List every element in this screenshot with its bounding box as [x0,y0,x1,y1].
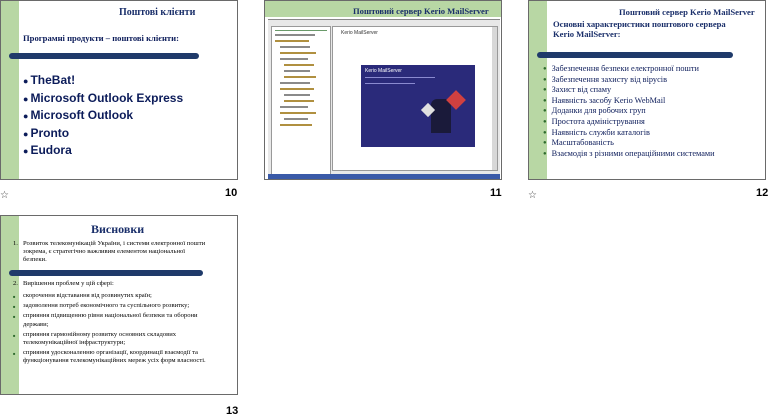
slide-number: 13 [226,405,239,417]
taskbar [268,174,500,179]
slide-accent-bar [1,1,19,179]
list-item: ● Взаємодія з різними операційними системами [543,149,715,160]
slide-number: 10 [225,187,238,199]
list-item-text: Вирішення проблем у цій сфері: [23,280,114,287]
embedded-screenshot [268,19,500,179]
scrollbar[interactable] [492,27,497,170]
list-item: ■ задоволення потреб економічного та суспільного розвитку; [13,302,223,310]
conclusion-point-2 [13,280,209,288]
list-item: ● Microsoft Outlook Express [23,90,183,108]
slide-thumbnail-13[interactable] [0,215,238,395]
slide-number: 11 [490,187,502,199]
list-item: ● Масштабованість [543,138,715,149]
conclusion-point-1 [13,240,209,265]
splash-title: Kerio MailServer [365,68,402,74]
slide-thumbnail-12[interactable] [528,0,766,180]
features-list [543,64,715,159]
list-item: ● Pronto [23,125,183,143]
slide-subtitle: Основні характеристики поштового сервера Kerio MailServer: [553,19,726,39]
slide-title: Поштові клієнти [119,7,196,18]
window-title: Kerio MailServer [341,30,378,36]
slide-transition-icon: ☆ [528,190,537,201]
slide-thumbnail-11[interactable] [264,0,502,180]
slide-subtitle: Програмні продукти – поштові клієнти: [23,33,179,43]
list-number: 2. [13,280,18,287]
list-item: ● Microsoft Outlook [23,107,183,125]
list-item: ● Eudora [23,142,183,160]
flag-figure-icon [431,99,451,133]
slide-thumbnail-10[interactable] [0,0,238,180]
explorer-tree-pane [271,26,331,176]
list-item: ● Доданки для робочих груп [543,106,715,117]
slide-transition-icon: ☆ [0,190,9,201]
list-item: ■ сприяння підвищенню рівня національної безпеки та оборони держави; [13,312,223,328]
list-item: ● TheBat! [23,72,183,90]
conclusion-subitems [13,292,223,368]
list-item: ■ сприяння удосконаленню організації, координації взаємодії та функціонування телекомунікаційних мереж усіх форм власності. [13,349,223,365]
list-item: ■ сприяння гармонійному розвитку основних складових телекомунікаційної інфраструктури; [13,331,223,347]
slide-number: 12 [756,187,769,199]
slide-title: Висновки [91,222,145,236]
main-pane [332,26,498,171]
client-list [23,72,183,160]
list-item: ● Захист від спаму [543,85,715,96]
title-rule [9,270,203,276]
title-rule [9,53,199,59]
list-item: ■ скорочення відставання від розвинутих країн; [13,292,223,300]
title-rule [537,52,733,58]
splash-image [361,65,475,147]
slide-title: Поштовий сервер Kerio MailServer [353,6,489,16]
list-number: 1. [13,240,18,247]
list-item: ● Наявність засобу Kerio WebMail [543,96,715,107]
list-item: ● Простота адміністрування [543,117,715,128]
list-item: ● Наявність служби каталогів [543,128,715,139]
list-item: ● Забезпечення безпеки електронної пошти [543,64,715,75]
slide-title: Поштовий сервер Kerio MailServer [619,7,755,17]
list-item-text: Розвиток телекомунікацій України, і системи електронної пошти зокрема, є стратегічно важливим елементом національної безпеки. [23,240,206,264]
list-item: ● Забезпечення захисту від вірусів [543,75,715,86]
